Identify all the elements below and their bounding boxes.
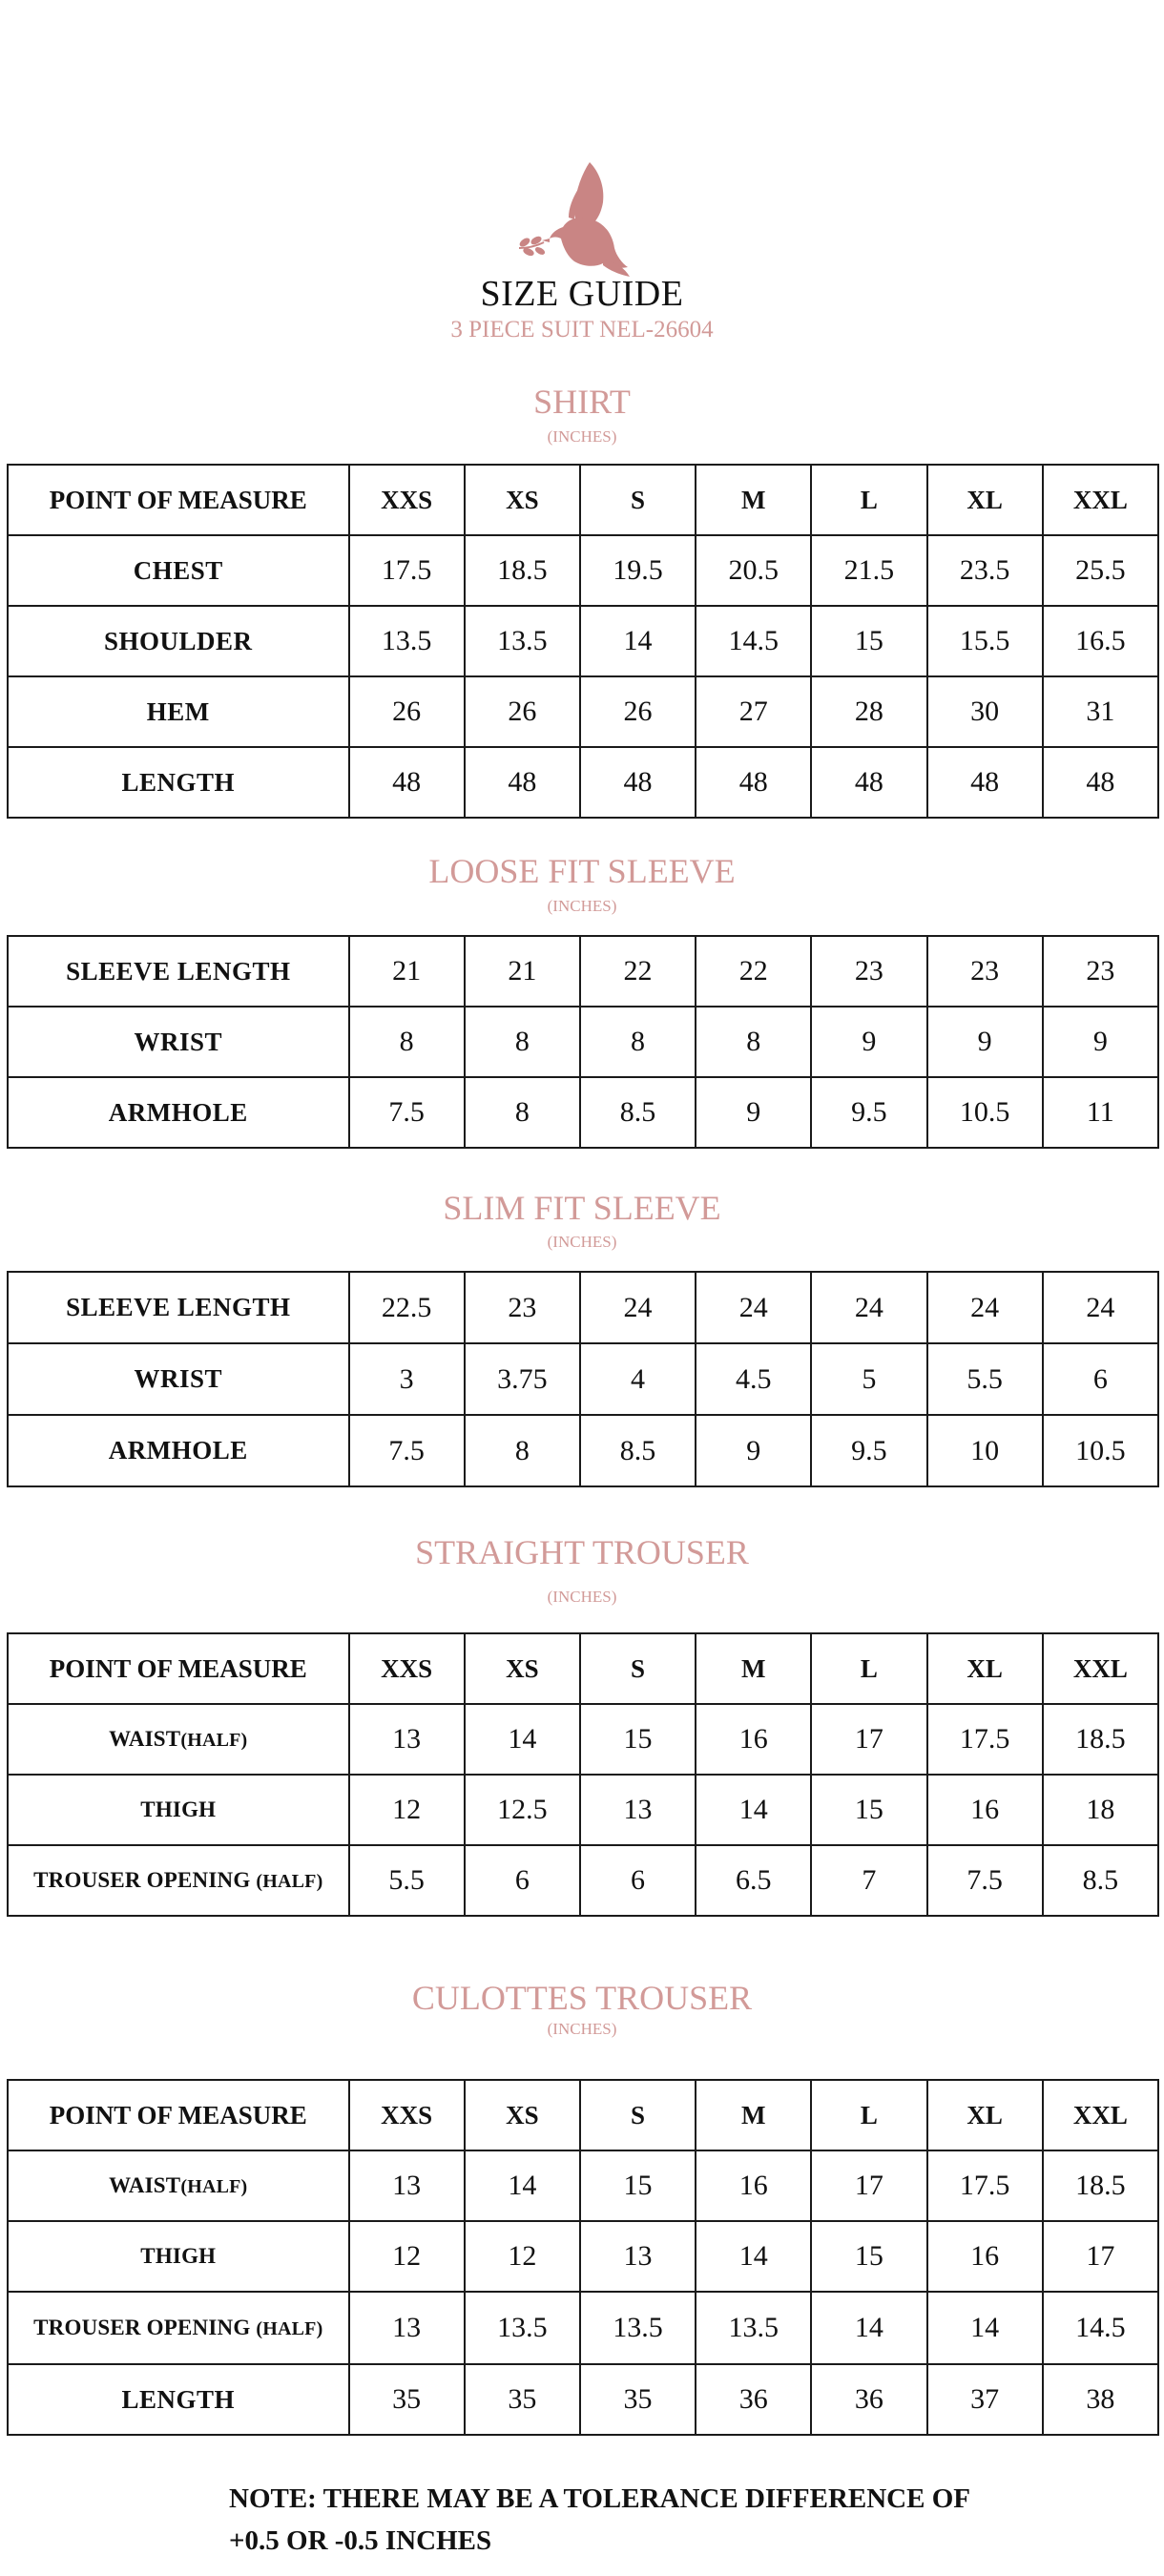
- value-cell: 21: [465, 936, 580, 1007]
- header-cell: XS: [465, 2080, 580, 2150]
- value-cell: 24: [927, 1272, 1043, 1343]
- table-row: [8, 1415, 1158, 1486]
- value-cell: 7.5: [927, 1845, 1043, 1916]
- value-cell: 24: [580, 1272, 696, 1343]
- value-cell: 16.5: [1043, 606, 1158, 676]
- row-label: ARMHOLE: [8, 1415, 349, 1486]
- header-cell: M: [696, 465, 811, 535]
- header-cell: XXL: [1043, 465, 1158, 535]
- value-cell: 17.5: [349, 535, 465, 606]
- value-cell: 16: [696, 1704, 811, 1775]
- header-cell: L: [811, 2080, 926, 2150]
- value-cell: 9: [696, 1415, 811, 1486]
- value-cell: 26: [349, 676, 465, 747]
- value-cell: 3.75: [465, 1343, 580, 1415]
- row-label: ARMHOLE: [8, 1077, 349, 1148]
- value-cell: 8.5: [580, 1415, 696, 1486]
- value-cell: 6: [580, 1845, 696, 1916]
- value-cell: 16: [927, 1775, 1043, 1845]
- value-cell: 22: [580, 936, 696, 1007]
- value-cell: 48: [580, 747, 696, 818]
- value-cell: 17.5: [927, 1704, 1043, 1775]
- header-cell: POINT OF MEASURE: [8, 465, 349, 535]
- value-cell: 13.5: [349, 606, 465, 676]
- value-cell: 5.5: [927, 1343, 1043, 1415]
- table-row: [8, 1704, 1158, 1775]
- value-cell: 8.5: [580, 1077, 696, 1148]
- value-cell: 10.5: [1043, 1415, 1158, 1486]
- value-cell: 48: [811, 747, 926, 818]
- value-cell: 26: [580, 676, 696, 747]
- value-cell: 38: [1043, 2364, 1158, 2435]
- header-cell: POINT OF MEASURE: [8, 2080, 349, 2150]
- value-cell: 18.5: [465, 535, 580, 606]
- value-cell: 12: [349, 2221, 465, 2292]
- value-cell: 12: [349, 1775, 465, 1845]
- header-cell: XS: [465, 1633, 580, 1704]
- table-row: [8, 1343, 1158, 1415]
- value-cell: 48: [696, 747, 811, 818]
- value-cell: 4.5: [696, 1343, 811, 1415]
- value-cell: 37: [927, 2364, 1043, 2435]
- header-cell: S: [580, 465, 696, 535]
- value-cell: 5: [811, 1343, 926, 1415]
- value-cell: 14: [811, 2292, 926, 2364]
- value-cell: 8.5: [1043, 1845, 1158, 1916]
- table-row: [8, 1272, 1158, 1343]
- table-row: [8, 2364, 1158, 2435]
- dove-with-olive-branch-icon: [515, 160, 639, 280]
- value-cell: 15: [580, 1704, 696, 1775]
- value-cell: 22: [696, 936, 811, 1007]
- value-cell: 12: [465, 2221, 580, 2292]
- row-label-text: THIGH: [140, 1797, 217, 1821]
- row-label: [8, 1704, 349, 1775]
- header-cell: S: [580, 1633, 696, 1704]
- header-cell: XL: [927, 1633, 1043, 1704]
- header-cell: XXL: [1043, 2080, 1158, 2150]
- row-label: [8, 2292, 349, 2364]
- value-cell: 23.5: [927, 535, 1043, 606]
- value-cell: 9: [811, 1007, 926, 1077]
- table-row: [8, 1007, 1158, 1077]
- value-cell: 17: [1043, 2221, 1158, 2292]
- table-header-row: [8, 2080, 1158, 2150]
- value-cell: 26: [465, 676, 580, 747]
- value-cell: 14: [927, 2292, 1043, 2364]
- value-cell: 16: [927, 2221, 1043, 2292]
- value-cell: 14: [465, 1704, 580, 1775]
- value-cell: 22.5: [349, 1272, 465, 1343]
- value-cell: 18.5: [1043, 2150, 1158, 2221]
- value-cell: 6.5: [696, 1845, 811, 1916]
- value-cell: 23: [465, 1272, 580, 1343]
- value-cell: 35: [349, 2364, 465, 2435]
- value-cell: 10.5: [927, 1077, 1043, 1148]
- slim-sleeve-table: [7, 1271, 1159, 1487]
- value-cell: 4: [580, 1343, 696, 1415]
- value-cell: 19.5: [580, 535, 696, 606]
- page-title: SIZE GUIDE: [480, 274, 684, 314]
- header-cell: M: [696, 2080, 811, 2150]
- header-cell: POINT OF MEASURE: [8, 1633, 349, 1704]
- value-cell: 15: [580, 2150, 696, 2221]
- value-cell: 9.5: [811, 1415, 926, 1486]
- value-cell: 15.5: [927, 606, 1043, 676]
- value-cell: 25.5: [1043, 535, 1158, 606]
- header-cell: XS: [465, 465, 580, 535]
- tolerance-note-line-2: +0.5 OR -0.5 INCHES: [229, 2525, 492, 2556]
- value-cell: 5.5: [349, 1845, 465, 1916]
- value-cell: 8: [465, 1077, 580, 1148]
- section-title-slim-sleeve: SLIM FIT SLEEVE: [443, 1189, 721, 1227]
- section-unit-culottes-trouser: (INCHES): [547, 2020, 617, 2038]
- value-cell: 18: [1043, 1775, 1158, 1845]
- row-label: [8, 1775, 349, 1845]
- value-cell: 14: [465, 2150, 580, 2221]
- table-row: [8, 2150, 1158, 2221]
- table-row: [8, 1775, 1158, 1845]
- culottes-trouser-table: [7, 2079, 1159, 2436]
- header-cell: M: [696, 1633, 811, 1704]
- value-cell: 14: [580, 606, 696, 676]
- header-cell: XXS: [349, 2080, 465, 2150]
- value-cell: 48: [349, 747, 465, 818]
- header-cell: XXS: [349, 465, 465, 535]
- value-cell: 9: [1043, 1007, 1158, 1077]
- section-unit-shirt: (INCHES): [547, 427, 617, 446]
- value-cell: 7: [811, 1845, 926, 1916]
- value-cell: 7.5: [349, 1077, 465, 1148]
- row-label-text: THIGH: [140, 2244, 217, 2268]
- value-cell: 15: [811, 606, 926, 676]
- section-title-loose-sleeve: LOOSE FIT SLEEVE: [428, 852, 736, 890]
- header-cell: L: [811, 465, 926, 535]
- value-cell: 24: [811, 1272, 926, 1343]
- value-cell: 13: [349, 2150, 465, 2221]
- value-cell: 28: [811, 676, 926, 747]
- value-cell: 24: [696, 1272, 811, 1343]
- shirt-size-table: [7, 464, 1159, 819]
- product-subtitle: 3 PIECE SUIT NEL-26604: [450, 317, 714, 343]
- table-row: [8, 676, 1158, 747]
- value-cell: 23: [811, 936, 926, 1007]
- section-unit-slim-sleeve: (INCHES): [547, 1233, 617, 1251]
- value-cell: 48: [927, 747, 1043, 818]
- row-label-qualifier: (HALF): [180, 2176, 248, 2197]
- value-cell: 13: [580, 1775, 696, 1845]
- value-cell: 20.5: [696, 535, 811, 606]
- value-cell: 24: [1043, 1272, 1158, 1343]
- table-header-row: [8, 465, 1158, 535]
- value-cell: 13: [349, 2292, 465, 2364]
- value-cell: 48: [465, 747, 580, 818]
- section-unit-loose-sleeve: (INCHES): [547, 897, 617, 915]
- value-cell: 9: [927, 1007, 1043, 1077]
- value-cell: 31: [1043, 676, 1158, 747]
- value-cell: 13.5: [696, 2292, 811, 2364]
- value-cell: 8: [349, 1007, 465, 1077]
- table-row: [8, 1845, 1158, 1916]
- table-row: [8, 2292, 1158, 2364]
- section-title-shirt: SHIRT: [533, 383, 631, 421]
- value-cell: 35: [465, 2364, 580, 2435]
- value-cell: 48: [1043, 747, 1158, 818]
- value-cell: 14: [696, 2221, 811, 2292]
- row-label: [8, 2364, 349, 2435]
- row-label: SLEEVE LENGTH: [8, 936, 349, 1007]
- value-cell: 6: [1043, 1343, 1158, 1415]
- section-title-culottes-trouser: CULOTTES TROUSER: [411, 1979, 753, 2017]
- row-label: SHOULDER: [8, 606, 349, 676]
- table-row: [8, 1077, 1158, 1148]
- header-cell: XL: [927, 465, 1043, 535]
- value-cell: 8: [465, 1007, 580, 1077]
- row-label-text: TROUSER OPENING: [33, 2316, 257, 2339]
- row-label-text: WAIST: [109, 2173, 181, 2197]
- value-cell: 13.5: [465, 606, 580, 676]
- value-cell: 23: [927, 936, 1043, 1007]
- value-cell: 17: [811, 2150, 926, 2221]
- value-cell: 13: [580, 2221, 696, 2292]
- value-cell: 6: [465, 1845, 580, 1916]
- value-cell: 14: [696, 1775, 811, 1845]
- row-label-text: TROUSER OPENING: [33, 1868, 257, 1892]
- row-label-qualifier: (HALF): [256, 2318, 323, 2339]
- value-cell: 23: [1043, 936, 1158, 1007]
- row-label: LENGTH: [8, 747, 349, 818]
- row-label: [8, 2221, 349, 2292]
- value-cell: 13: [349, 1704, 465, 1775]
- value-cell: 8: [465, 1415, 580, 1486]
- table-row: [8, 2221, 1158, 2292]
- value-cell: 18.5: [1043, 1704, 1158, 1775]
- value-cell: 21.5: [811, 535, 926, 606]
- header-cell: XL: [927, 2080, 1043, 2150]
- value-cell: 13.5: [465, 2292, 580, 2364]
- table-row: [8, 535, 1158, 606]
- value-cell: 3: [349, 1343, 465, 1415]
- value-cell: 14.5: [696, 606, 811, 676]
- value-cell: 17.5: [927, 2150, 1043, 2221]
- value-cell: 8: [580, 1007, 696, 1077]
- value-cell: 15: [811, 1775, 926, 1845]
- row-label: SLEEVE LENGTH: [8, 1272, 349, 1343]
- row-label-qualifier: (HALF): [180, 1730, 248, 1751]
- value-cell: 15: [811, 2221, 926, 2292]
- value-cell: 35: [580, 2364, 696, 2435]
- value-cell: 21: [349, 936, 465, 1007]
- table-row: [8, 747, 1158, 818]
- header-cell: XXS: [349, 1633, 465, 1704]
- row-label-text: LENGTH: [121, 2384, 236, 2414]
- row-label: [8, 2150, 349, 2221]
- tolerance-note-line-1: NOTE: THERE MAY BE A TOLERANCE DIFFERENCE OF: [229, 2483, 970, 2514]
- value-cell: 13.5: [580, 2292, 696, 2364]
- section-title-straight-trouser: STRAIGHT TROUSER: [415, 1533, 749, 1571]
- loose-sleeve-table: [7, 935, 1159, 1149]
- section-unit-straight-trouser: (INCHES): [547, 1588, 617, 1606]
- value-cell: 9.5: [811, 1077, 926, 1148]
- header-cell: L: [811, 1633, 926, 1704]
- value-cell: 14.5: [1043, 2292, 1158, 2364]
- row-label: WRIST: [8, 1343, 349, 1415]
- value-cell: 16: [696, 2150, 811, 2221]
- value-cell: 8: [696, 1007, 811, 1077]
- value-cell: 36: [696, 2364, 811, 2435]
- table-header-row: [8, 1633, 1158, 1704]
- value-cell: 11: [1043, 1077, 1158, 1148]
- table-row: [8, 936, 1158, 1007]
- value-cell: 7.5: [349, 1415, 465, 1486]
- header-cell: S: [580, 2080, 696, 2150]
- header-cell: XXL: [1043, 1633, 1158, 1704]
- value-cell: 9: [696, 1077, 811, 1148]
- row-label: HEM: [8, 676, 349, 747]
- value-cell: 10: [927, 1415, 1043, 1486]
- value-cell: 17: [811, 1704, 926, 1775]
- row-label-text: WAIST: [109, 1727, 181, 1751]
- row-label: [8, 1845, 349, 1916]
- value-cell: 30: [927, 676, 1043, 747]
- table-row: [8, 606, 1158, 676]
- value-cell: 27: [696, 676, 811, 747]
- value-cell: 12.5: [465, 1775, 580, 1845]
- row-label-qualifier: (HALF): [256, 1871, 323, 1892]
- row-label: WRIST: [8, 1007, 349, 1077]
- straight-trouser-table: [7, 1632, 1159, 1917]
- value-cell: 36: [811, 2364, 926, 2435]
- row-label: CHEST: [8, 535, 349, 606]
